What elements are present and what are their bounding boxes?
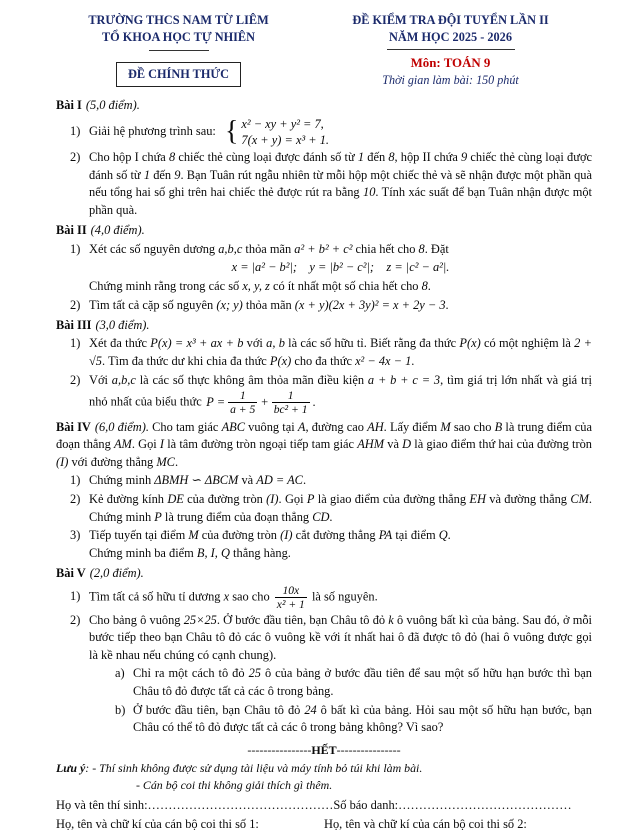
math-run: 24: [304, 702, 317, 717]
math-run: 9: [174, 167, 181, 182]
equation-1: x² − xy + y² = 7,: [241, 117, 324, 131]
exam-title: ĐỀ KIỂM TRA ĐỘI TUYỂN LẦN II: [352, 13, 549, 27]
item-line: [89, 242, 449, 256]
end-label: HẾT: [311, 742, 337, 757]
math-run: A: [297, 419, 306, 434]
section-label: Bài IV: [56, 419, 91, 434]
problem-item: [70, 584, 592, 611]
math-run: (I): [280, 528, 293, 543]
exam-footer: [56, 742, 592, 832]
text-run: có ít nhất một số chia hết cho: [269, 279, 422, 294]
item-number: 1): [70, 241, 81, 256]
subitem-text: [133, 665, 592, 700]
fraction: [272, 389, 310, 416]
math-run: MC: [156, 454, 175, 469]
school-year: NĂM HỌC 2025 - 2026: [389, 30, 512, 45]
math-run: ABC: [221, 419, 245, 434]
text-run: .: [174, 454, 179, 469]
fraction-denominator: bc² + 1: [273, 403, 308, 417]
item-number: 1): [70, 124, 81, 139]
text-run: là giao điểm của đường thẳng: [314, 492, 470, 507]
notice-line-2: - Cán bộ coi thi không giải thích gì thêm.: [136, 777, 333, 792]
math-run: x, y, z: [242, 279, 270, 294]
section-points: (2,0 điểm).: [89, 566, 144, 581]
text-run: Xét đa thức: [89, 336, 151, 351]
item-text: [89, 116, 592, 148]
text-run: .: [445, 297, 449, 312]
math-run: x: [223, 588, 230, 603]
text-run: là các số thực không âm thỏa mãn điều kiện: [135, 372, 368, 387]
item-number: 1): [70, 336, 81, 351]
section-heading: [56, 97, 592, 115]
proctor-1-label: Họ, tên và chữ kí của cán bộ coi thi số 1:: [56, 817, 259, 832]
text-run: chia hết cho: [352, 241, 419, 256]
text-run: chiếc thẻ cùng loại được đánh số từ: [89, 150, 593, 182]
text-run: . Tính xác suất để bạn Tuân nhận được một phần quà.: [89, 185, 592, 218]
brace-glyph: {: [224, 116, 239, 148]
math-run: P: [154, 509, 162, 524]
section-label: Bài III: [56, 317, 92, 332]
item-number: 1): [70, 473, 81, 488]
problem-subitem: [115, 702, 592, 737]
item-text: [89, 472, 592, 490]
duration-label: Thời gian làm bài: 150 phút: [382, 73, 519, 88]
math-run: a, b: [266, 336, 285, 351]
item-text: [89, 527, 592, 545]
item-number: 3): [70, 528, 81, 543]
fraction-numerator: 1: [272, 389, 310, 403]
fraction-denominator: a + 5: [230, 403, 256, 417]
problem-item: [70, 372, 592, 417]
text-run: Với: [89, 372, 112, 387]
problem-subitem: [115, 665, 592, 700]
text-run: thỏa mãn: [242, 241, 295, 256]
problem-item: [70, 116, 592, 148]
math-run: 10: [363, 185, 376, 200]
header-divider-left: [149, 50, 209, 51]
item-text: [89, 241, 592, 296]
text-run: sao cho: [229, 588, 273, 603]
text-run: Xét các số nguyên dương: [89, 241, 219, 256]
expression: [205, 389, 317, 417]
math-run: 1: [143, 167, 151, 182]
text-run: .: [302, 473, 307, 488]
equations: [241, 116, 329, 148]
math-run: AHM: [357, 437, 385, 452]
text-run: là các số hữu tỉ. Biết rằng đa thức: [284, 336, 460, 351]
math-run: a,b,c: [218, 241, 243, 256]
math-run: EH: [469, 492, 486, 507]
math-run: 8: [388, 150, 395, 165]
text-run: Chứng minh: [89, 473, 155, 488]
text-run: .: [411, 353, 415, 368]
item-number: 1): [70, 589, 81, 604]
math-run: M: [188, 528, 199, 543]
text-run: với: [243, 336, 267, 351]
text-run: , hộp II chứa: [394, 150, 462, 165]
candidate-name-blank: ………………………………………: [147, 797, 334, 812]
subitem-text: [133, 702, 592, 737]
text-run: Cho bảng ô vuông: [89, 612, 184, 627]
text-run: Chứng minh ba điểm: [89, 545, 197, 560]
math-run: CM: [570, 492, 589, 507]
math-run: P(x): [459, 336, 481, 351]
text-run: .: [447, 528, 451, 543]
math-run: (I): [266, 492, 279, 507]
item-text: [89, 372, 592, 417]
text-run: của đường tròn: [198, 528, 281, 543]
math-run: B: [494, 419, 503, 434]
section-label: Bài V: [56, 566, 86, 581]
text-run: Tìm tất cả số hữu tỉ dương: [89, 588, 224, 603]
problem-item: [70, 527, 592, 545]
text-run: thẳng hàng.: [229, 545, 291, 560]
fraction: [275, 584, 307, 611]
text-run: là tâm đường tròn ngoại tiếp tam giác: [164, 437, 358, 452]
notice-text: : - Thí sinh không được sử dụng tài liệu và máy tính bỏ túi khi làm bài.: [85, 760, 423, 775]
text-run: . Lấy điểm: [383, 419, 441, 434]
department-name: TỔ KHOA HỌC TỰ NHIÊN: [101, 30, 256, 45]
fraction-numerator: 10x: [275, 584, 307, 598]
fraction: [228, 389, 257, 416]
math-run: P: [306, 492, 315, 507]
header-divider-right: [387, 49, 515, 50]
text-run: Kẻ đường kính: [89, 492, 168, 507]
candidate-name-label: Họ và tên thí sinh:: [56, 797, 148, 812]
equation-system: [219, 116, 329, 148]
section-points: (3,0 điểm).: [95, 317, 150, 332]
proctor-2-label: Họ, tên và chữ kí của cán bộ coi thi số 2:: [324, 817, 527, 832]
text-run: Tiếp tuyến tại điểm: [89, 528, 189, 543]
math-run: CD: [312, 509, 330, 524]
text-run: là trung điểm của đoạn thẳng: [56, 419, 592, 452]
math-run: AD = AC: [256, 473, 303, 488]
math-run: a² + b² + c²: [294, 241, 353, 256]
text-run: có một nghiệm là: [480, 336, 575, 351]
item-text: [89, 297, 592, 315]
display-equation: x = |a² − b²|; y = |b² − c²|; z = |c² − a²|.: [231, 260, 450, 275]
section-points: (5,0 điểm).: [85, 98, 140, 113]
text-run: đến: [150, 167, 175, 182]
text-run: . Gọi: [131, 437, 160, 452]
section-bai-1: [56, 97, 592, 219]
item-number: 2): [70, 150, 81, 165]
item-text: [89, 149, 592, 219]
text-run: Giải hệ phương trình sau:: [89, 123, 219, 138]
math-run: I: [159, 437, 165, 452]
item-number: 2): [70, 297, 81, 312]
item-number: 2): [70, 612, 81, 627]
item-text: [89, 335, 592, 370]
item-text: [89, 612, 592, 665]
fraction-denominator: x² + 1: [276, 597, 305, 611]
text-run: là trung điểm của đoạn thẳng: [161, 509, 313, 524]
exam-info-block: [301, 12, 592, 89]
text-run: . Đặt: [424, 241, 449, 256]
text-run: Chỉ ra một cách tô đỏ: [133, 666, 249, 681]
problem-item: [70, 297, 592, 315]
item-text: [89, 491, 592, 526]
text-run: Cho hộp I chứa: [89, 150, 169, 165]
math-run: (x + y)(2x + 3y)² = x + 2y − 3: [294, 297, 446, 312]
text-run: và: [384, 437, 403, 452]
text-run: ô vuông bất kì của bảng. Sau đó, ở mỗi bước tiếp theo bạn Châu tô đỏ các ô vuông kề với ít nhất hai ô đã được tô đỏ (hai ô vuông được gọi là kề nhau nếu chúng có cạnh chung).: [89, 612, 592, 662]
math-run: k: [388, 612, 394, 627]
problem-item: [70, 241, 592, 296]
math-run: (I): [56, 454, 69, 469]
math-run: P(x) = x³ + ax + b: [150, 336, 244, 351]
problem-item: [70, 491, 592, 526]
text-run: đến: [364, 150, 389, 165]
math-run: M: [440, 419, 451, 434]
text-run: .: [312, 394, 316, 409]
item-number: 2): [70, 372, 81, 387]
candidate-info-line: [56, 797, 592, 815]
text-run: . Bạn Tuân rút ngẫu nhiên từ mỗi hộp một chiếc thẻ và sẽ nhận được một phần quà nếu tổng hai số ghi trên hai chiếc thẻ được rút ra bằng: [89, 167, 592, 200]
math-run: a,b,c: [111, 372, 136, 387]
math-run: B, I, Q: [196, 545, 230, 560]
section-points: (6,0 điểm).: [94, 419, 149, 434]
exam-header: [56, 12, 592, 89]
item-line: [89, 373, 592, 409]
text-run: ô bất kì của bảng. Hỏi sau một số hữu hạn bước, bạn Châu có thể tô đỏ được tất cả các ô trong bảng không? Vì sao?: [133, 702, 592, 735]
math-run: 8: [421, 279, 428, 294]
subject-label: Môn: TOÁN 9: [410, 55, 491, 70]
section-bai-5: [56, 565, 592, 737]
text-run: vuông tại: [244, 419, 298, 434]
problem-item: [70, 472, 592, 490]
section-intro: [56, 419, 592, 472]
math-run: 2 + √5: [89, 336, 592, 368]
math-run: P(x): [269, 353, 292, 368]
notice-line-1: [56, 760, 592, 777]
text-run: .: [427, 279, 431, 294]
text-run: .: [329, 509, 333, 524]
text-run: . Ở bước đầu tiên, bạn Châu tô đỏ: [216, 612, 389, 627]
math-run: (x; y): [216, 297, 243, 312]
section-heading: [56, 565, 592, 583]
math-run: 9: [461, 150, 468, 165]
problem-item: [70, 335, 592, 370]
text-run: . Tìm đa thức dư khi chia đa thức: [102, 353, 270, 368]
section-heading: [56, 222, 592, 240]
fraction-numerator: 1: [228, 389, 257, 403]
math-run: AH: [367, 419, 384, 434]
official-exam-box: ĐỀ CHÍNH THỨC: [116, 62, 241, 87]
math-run: Q: [438, 528, 448, 543]
math-run: a + b + c = 3: [367, 372, 441, 387]
candidate-number-label: Số báo danh:: [333, 797, 399, 812]
end-marker: [56, 742, 592, 759]
math-run: 8: [418, 241, 425, 256]
text-run: . Chứng minh: [89, 492, 593, 524]
math-run: 8: [168, 150, 176, 165]
text-run: Cho tam giác: [152, 419, 222, 434]
notice-label: Lưu ý: [56, 760, 86, 775]
section-bai-3: [56, 317, 592, 416]
equation-2: 7(x + y) = x³ + 1.: [241, 133, 330, 148]
math-run: ΔBMH ∽ ΔBCM: [154, 473, 239, 488]
math-run: 25×25: [183, 612, 217, 627]
math-run: 1: [357, 150, 365, 165]
text-run: là số nguyên.: [308, 588, 378, 603]
dash-run: ----------------: [247, 742, 312, 757]
math-run: AM: [113, 437, 132, 452]
text-run: chiếc thẻ cùng loại được đánh số từ: [175, 150, 358, 165]
text-run: cho đa thức: [291, 353, 356, 368]
text-run: với đường thẳng: [68, 454, 157, 469]
math-run: DE: [167, 492, 184, 507]
item-line: [89, 589, 273, 603]
math-run: PA: [378, 528, 393, 543]
text-run: , tìm giá trị lớn nhất và giá trị nhỏ nhất của biểu thức: [89, 372, 592, 409]
text-run: là giao điểm thứ hai của đường tròn: [411, 437, 592, 452]
section-bai-4: [56, 419, 592, 563]
text-run: , đường cao: [305, 419, 368, 434]
item-text: [89, 584, 592, 611]
section-points: (4,0 điểm).: [90, 223, 145, 238]
item-number: 2): [70, 492, 81, 507]
section-bai-2: [56, 222, 592, 314]
text-run: và: [238, 473, 257, 488]
math-run: 25: [248, 666, 261, 681]
operator: +: [260, 394, 269, 409]
school-block: [56, 12, 301, 89]
subitem-letter: b): [115, 702, 126, 717]
school-name: TRƯỜNG THCS NAM TỪ LIÊM: [88, 13, 269, 27]
text-run: . Gọi: [278, 492, 307, 507]
item-line: [309, 589, 378, 603]
text-run: cắt đường thẳng: [292, 528, 379, 543]
section-label: Bài I: [56, 98, 82, 113]
proctor-signature-line: [56, 816, 592, 832]
problem-item: [70, 149, 592, 219]
text-run: sao cho: [450, 419, 495, 434]
item-continuation: [89, 545, 592, 563]
text-run: Tìm tất cả cặp số nguyên: [89, 297, 217, 312]
text-run: Chứng minh rằng trong các số: [89, 279, 243, 294]
dash-run: ----------------: [336, 742, 401, 757]
text-run: thỏa mãn: [242, 297, 295, 312]
text-run: ô của bảng ở bước đầu tiên để sau một số hữu hạn bước thì bạn Châu tô đỏ được tất cả các ô trong bảng.: [133, 666, 592, 699]
subitem-letter: a): [115, 666, 125, 681]
text-run: và đường thẳng: [485, 492, 571, 507]
text-run: Ở bước đầu tiên, bạn Châu tô đỏ: [133, 702, 305, 717]
item-line: [89, 279, 431, 293]
candidate-number-blank: ……………………………………: [398, 797, 572, 812]
problem-item: [70, 612, 592, 665]
text-run: của đường tròn: [183, 492, 267, 507]
math-run: D: [402, 437, 412, 452]
section-heading: [56, 317, 592, 335]
text-run: tại điểm: [392, 528, 439, 543]
section-label: Bài II: [56, 223, 87, 238]
expression-lhs: P =: [206, 394, 226, 409]
math-run: x² − 4x − 1: [355, 353, 412, 368]
